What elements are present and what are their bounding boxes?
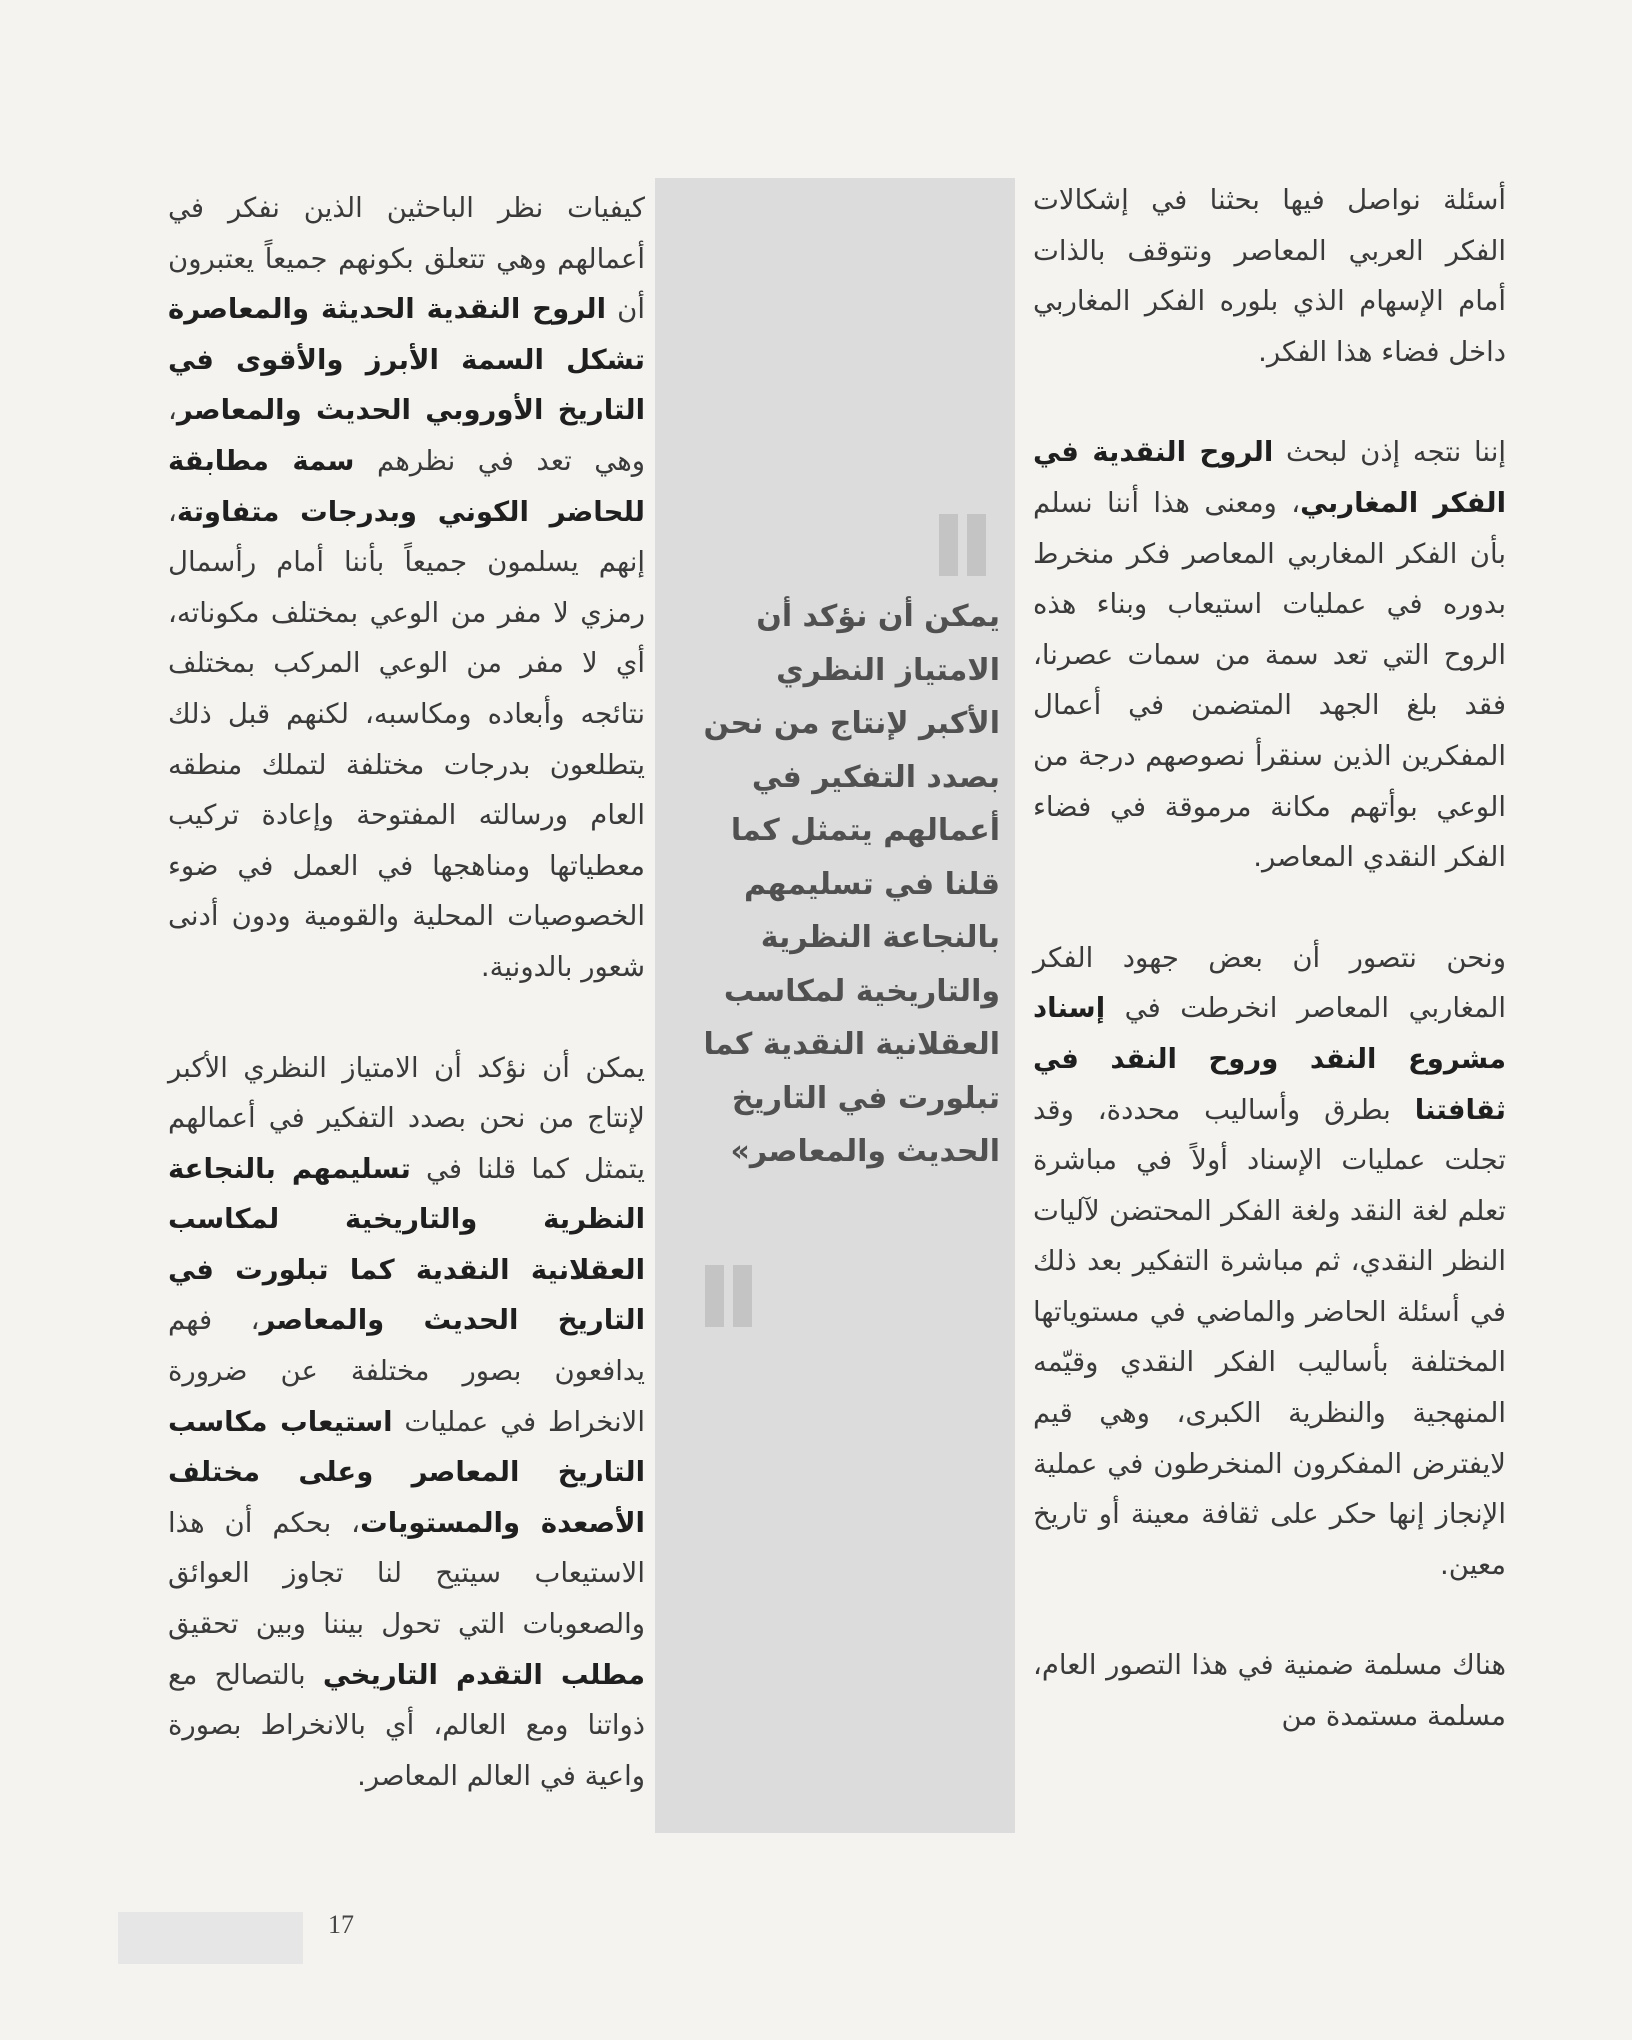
quote-close-icon <box>705 1265 752 1327</box>
bold-phrase: مطلب التقدم التاريخي <box>322 1658 646 1691</box>
paragraph: هناك مسلمة ضمنية في هذا التصور العام، مسلمة مستمدة من <box>1033 1649 1506 1733</box>
paragraph: ونحن نتصور أن بعض جهود الفكر المغاربي المعاصر انخرطت في إسناد مشروع النقد وروح النقد في ثقافتنا بطرق وأساليب محددة، وقد تجلت عمليات الإسناد أولاً في مباشرة تعلم لغة النقد ولغة الفكر المحتضن لآليات النظر النقدي، ثم مباشرة التفكير بعد ذلك في أسئلة الحاضر والماضي في مستوياتها المختلفة بأساليب الفكر النقدي وقيّمه المنهجية والنظرية الكبرى، وهي قيم لايفترض المفكرون المنخرطون في عملية الإنجاز إنها حكر على ثقافة معينة أو تاريخ معين. <box>1033 941 1506 1581</box>
right-text-column <box>1033 175 1506 1742</box>
quote-open-icon <box>939 514 986 576</box>
bold-phrase: سمة مطابقة للحاضر الكوني وبدرجات متفاوتة <box>168 444 645 528</box>
bold-phrase: تسليمهم بالنجاعة النظرية والتاريخية لمكاسب العقلانية النقدية كما تبلورت في التاريخ الحديث والمعاصر <box>168 1152 645 1337</box>
bold-phrase: استيعاب مكاسب التاريخ المعاصر وعلى مختلف الأصعدة والمستويات <box>168 1405 645 1539</box>
bold-phrase: الروح النقدية الحديثة والمعاصرة تشكل السمة الأبرز والأقوى في التاريخ الأوروبي الحديث والمعاصر <box>168 293 645 427</box>
paragraph: يمكن أن نؤكد أن الامتياز النظري الأكبر لإنتاج من نحن بصدد التفكير في أعمالهم يتمثل كما قلنا في تسليمهم بالنجاعة النظرية والتاريخية لمكاسب العقلانية النقدية كما تبلورت في التاريخ الحديث والمعاصر، فهم يدافعون بصور مختلفة عن ضرورة الانخراط في عمليات استيعاب مكاسب التاريخ المعاصر وعلى مختلف الأصعدة والمستويات، بحكم أن هذا الاستيعاب سيتيح لنا تجاوز العوائق والصعوبات التي تحول بيننا وبين تحقيق مطلب التقدم التاريخي بالتصالح مع ذواتنا ومع العالم، أي بالانخراط بصورة واعية في العالم المعاصر. <box>168 1051 646 1792</box>
left-text-column <box>168 183 645 1801</box>
bold-phrase: إسناد مشروع النقد وروح النقد في ثقافتنا <box>1033 992 1506 1126</box>
bold-phrase: الروح النقدية في الفكر المغاربي <box>1033 436 1506 519</box>
paragraph: أسئلة نواصل فيها بحثنا في إشكالات الفكر العربي المعاصر ونتوقف بالذات أمام الإسهام الذي بلوره الفكر المغاربي داخل فضاء هذا الفكر. <box>1033 184 1506 368</box>
pull-quote-text: يمكن أن نؤكد أن الامتياز النظري الأكبر لإنتاج من نحن بصدد التفكير في أعمالهم يتمثل كما قلنا في تسليمهم بالنجاعة النظرية والتاريخية لمكاسب العقلانية النقدية كما تبلورت في التاريخ الحديث والمعاصر» <box>703 599 1000 1169</box>
magazine-logo-icon <box>252 1918 296 1954</box>
paragraph: كيفيات نظر الباحثين الذين نفكر في أعمالهم وهي تتعلق بكونهم جميعاً يعتبرون أن الروح النقدية الحديثة والمعاصرة تشكل السمة الأبرز والأقوى في التاريخ الأوروبي الحديث والمعاصر، وهي تعد في نظرهم سمة مطابقة للحاضر الكوني وبدرجات متفاوتة، إنهم يسلمون جميعاً بأننا أمام رأسمال رمزي لا مفر من الوعي بمختلف مكوناته، أي لا مفر من الوعي المركب بمختلف نتائجه وأبعاده ومكاسبه، لكنهم قبل ذلك يتطلعون بدرجات مختلفة لتملك منطقه العام ورسالته المفتوحة وإعادة تركيب معطياتها ومناهجها في العمل في ضوء الخصوصيات المحلية والقومية ودون أدنى شعور بالدونية. <box>168 192 646 983</box>
page-number: 17 <box>328 1910 354 1939</box>
paragraph: إننا نتجه إذن لبحث الروح النقدية في الفكر المغاربي، ومعنى هذا أننا نسلم بأن الفكر المغاربي المعاصر فكر منخرط بدوره في عمليات استيعاب وبناء هذه الروح التي تعد سمة من سمات عصرنا، فقد بلغ الجهد المتضمن في أعمال المفكرين الذين سنقرأ نصوصهم درجة من الوعي بوأتهم مكانة مرموقة في فضاء الفكر النقدي المعاصر. <box>1033 436 1506 874</box>
